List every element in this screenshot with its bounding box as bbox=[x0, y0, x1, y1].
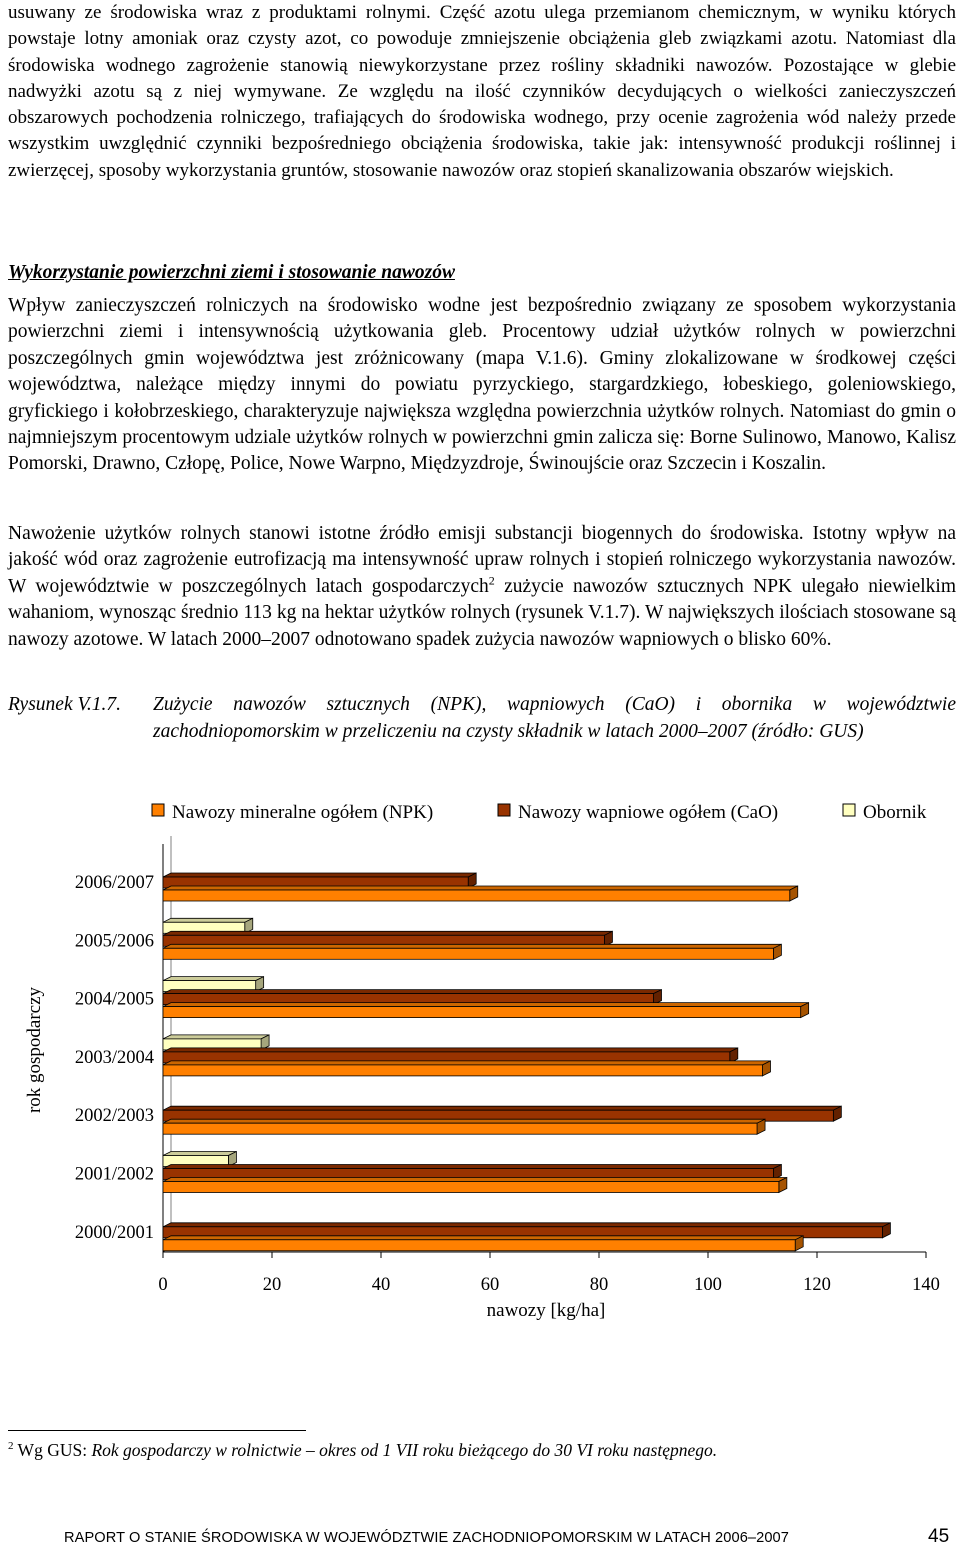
footnote-separator bbox=[8, 1430, 306, 1431]
category-label: 2001/2002 bbox=[74, 1164, 154, 1185]
chart-x-tick-labels bbox=[158, 1252, 940, 1295]
category-label: 2004/2005 bbox=[74, 989, 154, 1010]
category-label: 2006/2007 bbox=[74, 873, 154, 893]
legend-label: Nawozy mineralne ogółem (NPK) bbox=[172, 802, 434, 823]
bar-2004-2005-s0 bbox=[163, 1003, 809, 1018]
category-label: 2000/2001 bbox=[74, 1222, 154, 1243]
figure-label: Rysunek V.1.7. bbox=[8, 694, 122, 715]
x-tick-label: 0 bbox=[158, 1275, 168, 1295]
footnote bbox=[8, 1440, 717, 1461]
fertilizer-paragraph-text-1: Nawożenie użytków rolnych stanowi istotne źródło emisji substancji biogennych do środowiska. Istotny wpływ na jakość wód oraz zagrożenie eutrofizacją ma intensywność upraw rolnych i stopień rolniczego wykorzystania nawozów. W województwie w poszczególnych latach gospodarczych bbox=[8, 523, 956, 597]
category-label: 2002/2003 bbox=[74, 1106, 154, 1127]
section-heading: Wykorzystanie powierzchni ziemi i stosowanie nawozów bbox=[8, 262, 455, 283]
x-tick-label: 120 bbox=[803, 1275, 831, 1295]
bar-2006-2007-s0 bbox=[163, 886, 798, 901]
footnote-text: Rok gospodarczy w rolnictwie – okres od 1 VII roku bieżącego do 30 VI roku następnego. bbox=[91, 1440, 718, 1460]
legend-label: Nawozy wapniowe ogółem (CaO) bbox=[518, 802, 779, 823]
chart-bars bbox=[163, 873, 890, 1251]
legend-item bbox=[498, 802, 778, 823]
intro-paragraph: usuwany ze środowiska wraz z produktami rolnymi. Część azotu ulega przemianom chemicznym, w wyniku których powstaje lotny amoniak oraz czysty azot, co powoduje zmniejszenie obciążenia gleb związkami azotu. Natomiast dla środowiska wodnego zagrożenie stanowią niewykorzystane przez rośliny składniki nawozów. Pozostające w glebie nadwyżki azotu są z niej wymywane. Ze względu na ilość czynników decydujących o wielkości zanieczyszczeń obszarowych pochodzenia rolniczego, trafiających do środowiska wodnego, przy ocenie zagrożenia wód należy przede wszystkim uwzględnić czynniki bezpośredniego obciążenia środowiska, takie jak: intensywność produkcji roślinnej i zwierzęcej, sposoby wykorzystania gruntów, stosowanie nawozów oraz stopień skanalizowania obszarów wiejskich. bbox=[8, 2, 956, 181]
fertilizer-paragraph-text-2: zużycie nawozów sztucznych NPK ulegało niewielkim wahaniom, wynosząc średnio 113 kg na hektar użytków rolnych (rysunek V.1.7). W największych ilościach stosowane są nawozy azotowe. W latach 2000–2007 odnotowano spadek zużycia nawozów wapniowych o blisko 60%. bbox=[8, 575, 956, 650]
fertilizer-paragraph bbox=[8, 521, 956, 653]
footnote-mark: 2 bbox=[8, 1440, 14, 1453]
bar-2002-2003-s0 bbox=[163, 1119, 765, 1134]
chart-x-axis-label: nawozy [kg/ha] bbox=[486, 1300, 606, 1321]
chart-legend bbox=[152, 802, 927, 823]
bar-2000-2001-s0 bbox=[163, 1236, 803, 1251]
land-use-paragraph: Wpływ zanieczyszczeń rolniczych na środowisko wodne jest bezpośrednio związany ze sposobem wykorzystania powierzchni ziemi i intensywnością użytkowania gleb. Procentowy udział użytków rolnych w powierzchni poszczególnych gmin województwa jest zróżnicowany (mapa V.1.6). Gminy zlokalizowane w środkowej części województwa, należące między innymi do powiatu pyrzyckiego, stargardzkiego, łobeskiego, goleniowskiego, gryfickiego i kołobrzeskiego, charakteryzuje największa względna powierzchnia użytków rolnych. Natomiast do gmin o najmniejszym procentowym udziale użytków rolnych w powierzchni gmin zalicza się: Borne Sulinowo, Manowo, Kalisz Pomorski, Drawno, Człopę, Police, Nowe Warpno, Międzyzdroje, Świnoujście oraz Szczecin i Koszalin. bbox=[8, 295, 956, 475]
x-tick-label: 60 bbox=[480, 1275, 500, 1295]
legend-label: Obornik bbox=[863, 802, 927, 823]
bar-2001-2002-s0 bbox=[163, 1178, 787, 1193]
x-tick-label: 100 bbox=[694, 1275, 722, 1295]
bar-2003-2004-s0 bbox=[163, 1061, 771, 1076]
page-footer: RAPORT O STANIE ŚRODOWISKA W WOJEWÓDZTWIE ZACHODNIOPOMORSKIM W LATACH 2006–2007 bbox=[64, 1530, 789, 1546]
footnote-prefix: Wg GUS: bbox=[13, 1440, 92, 1460]
x-tick-label: 20 bbox=[262, 1275, 282, 1295]
x-tick-label: 40 bbox=[371, 1275, 391, 1295]
category-label: 2003/2004 bbox=[74, 1047, 154, 1068]
chart-y-axis-label: rok gospodarczy bbox=[24, 986, 45, 1114]
x-tick-label: 80 bbox=[589, 1275, 609, 1295]
fertilizer-bar-chart bbox=[0, 790, 960, 1350]
chart-category-labels bbox=[75, 873, 154, 1243]
x-tick-label: 140 bbox=[912, 1275, 940, 1295]
category-label: 2005/2006 bbox=[74, 931, 154, 952]
bar-2005-2006-s0 bbox=[163, 944, 781, 959]
footnote-reference: 2 bbox=[488, 573, 495, 588]
page-number: 45 bbox=[928, 1526, 950, 1547]
figure-caption-text: Zużycie nawozów sztucznych (NPK), wapniowych (CaO) i obornika w województwie zachodniopomorskim w przeliczeniu na czysty składnik w latach 2000–2007 (źródło: GUS) bbox=[153, 694, 956, 742]
legend-item bbox=[152, 802, 433, 823]
legend-item bbox=[843, 802, 927, 823]
